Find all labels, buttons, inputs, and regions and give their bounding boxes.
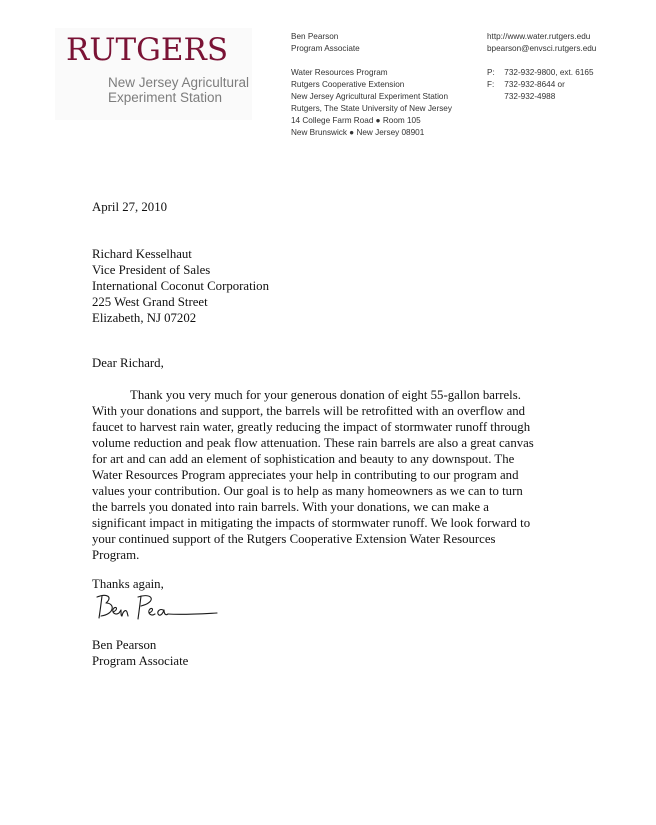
org-address-block [291,67,452,139]
fax-alt-number: 732-932-4988 [504,92,556,101]
fax-alt-row [487,91,594,103]
fax-row [487,79,594,91]
phone-row [487,67,594,79]
body-line: Program. [92,548,140,562]
signer-block [92,637,188,669]
body-line: your continued support of the Rutgers Cooperative Extension Water Resources [92,532,496,546]
org-line: 14 College Farm Road ● Room 105 [291,116,421,125]
org-line: Rutgers Cooperative Extension [291,80,405,89]
org-line: New Brunswick ● New Jersey 08901 [291,128,425,137]
email-link[interactable]: bpearson@envsci.rutgers.edu [487,44,597,53]
fax-label: F: [487,80,495,89]
closing: Thanks again, [92,577,164,591]
phone-label: P: [487,68,495,77]
body-line: volume reduction and peak flow attenuation. These rain barrels are also a great canvas [92,436,534,450]
logo-subtitle-line: New Jersey Agricultural [108,75,250,90]
recipient-line: Vice President of Sales [92,263,211,277]
body-line: With your donations and support, the barrels will be retrofitted with an overflow and [92,404,526,418]
salutation: Dear Richard, [92,356,164,370]
body-line: the barrels you donated into rain barrels. With your donations, we can make a [92,500,489,514]
body-line: values your contribution. Our goal is to help as many homeowners as we can to turn [92,484,523,498]
body-line: for art and can add an element of sophistication and beauty to any downspout. The [92,452,515,466]
org-line: New Jersey Agricultural Experiment Station [291,92,448,101]
recipient-line: 225 West Grand Street [92,295,208,309]
org-line: Water Resources Program [291,68,388,77]
logo-subtitle [108,75,249,105]
sender-name: Ben Pearson [291,32,339,41]
handwritten-signature [93,592,223,626]
org-line: Rutgers, The State University of New Jersey [291,104,452,113]
phone-number: 732-932-9800, ext. 6165 [504,68,594,77]
fax-number: 732-932-8644 or [504,80,565,89]
body-line: Thank you very much for your generous donation of eight 55-gallon barrels. [130,388,521,402]
recipient-line: Elizabeth, NJ 07202 [92,311,197,325]
website-link[interactable]: http://www.water.rutgers.edu [487,32,591,41]
recipient-address [92,246,269,326]
sender-block [291,31,360,55]
signer-title: Program Associate [92,654,189,668]
body-line: significant impact in mitigating the impacts of stormwater runoff. We look forward to [92,516,531,530]
sender-title: Program Associate [291,44,360,53]
contact-links [487,31,596,55]
phone-block [487,67,594,103]
recipient-line: Richard Kesselhaut [92,247,192,261]
body-line: faucet to harvest rain water, greatly reducing the impact of stormwater runoff through [92,420,531,434]
recipient-line: International Coconut Corporation [92,279,269,293]
body-line: Water Resources Program appreciates your help in contributing to our program and [92,468,519,482]
letter-body [92,387,534,563]
rutgers-logo: RUTGERS [66,32,229,68]
logo-subtitle-line: Experiment Station [108,90,223,105]
signer-name: Ben Pearson [92,638,157,652]
letter-date: April 27, 2010 [92,200,168,214]
